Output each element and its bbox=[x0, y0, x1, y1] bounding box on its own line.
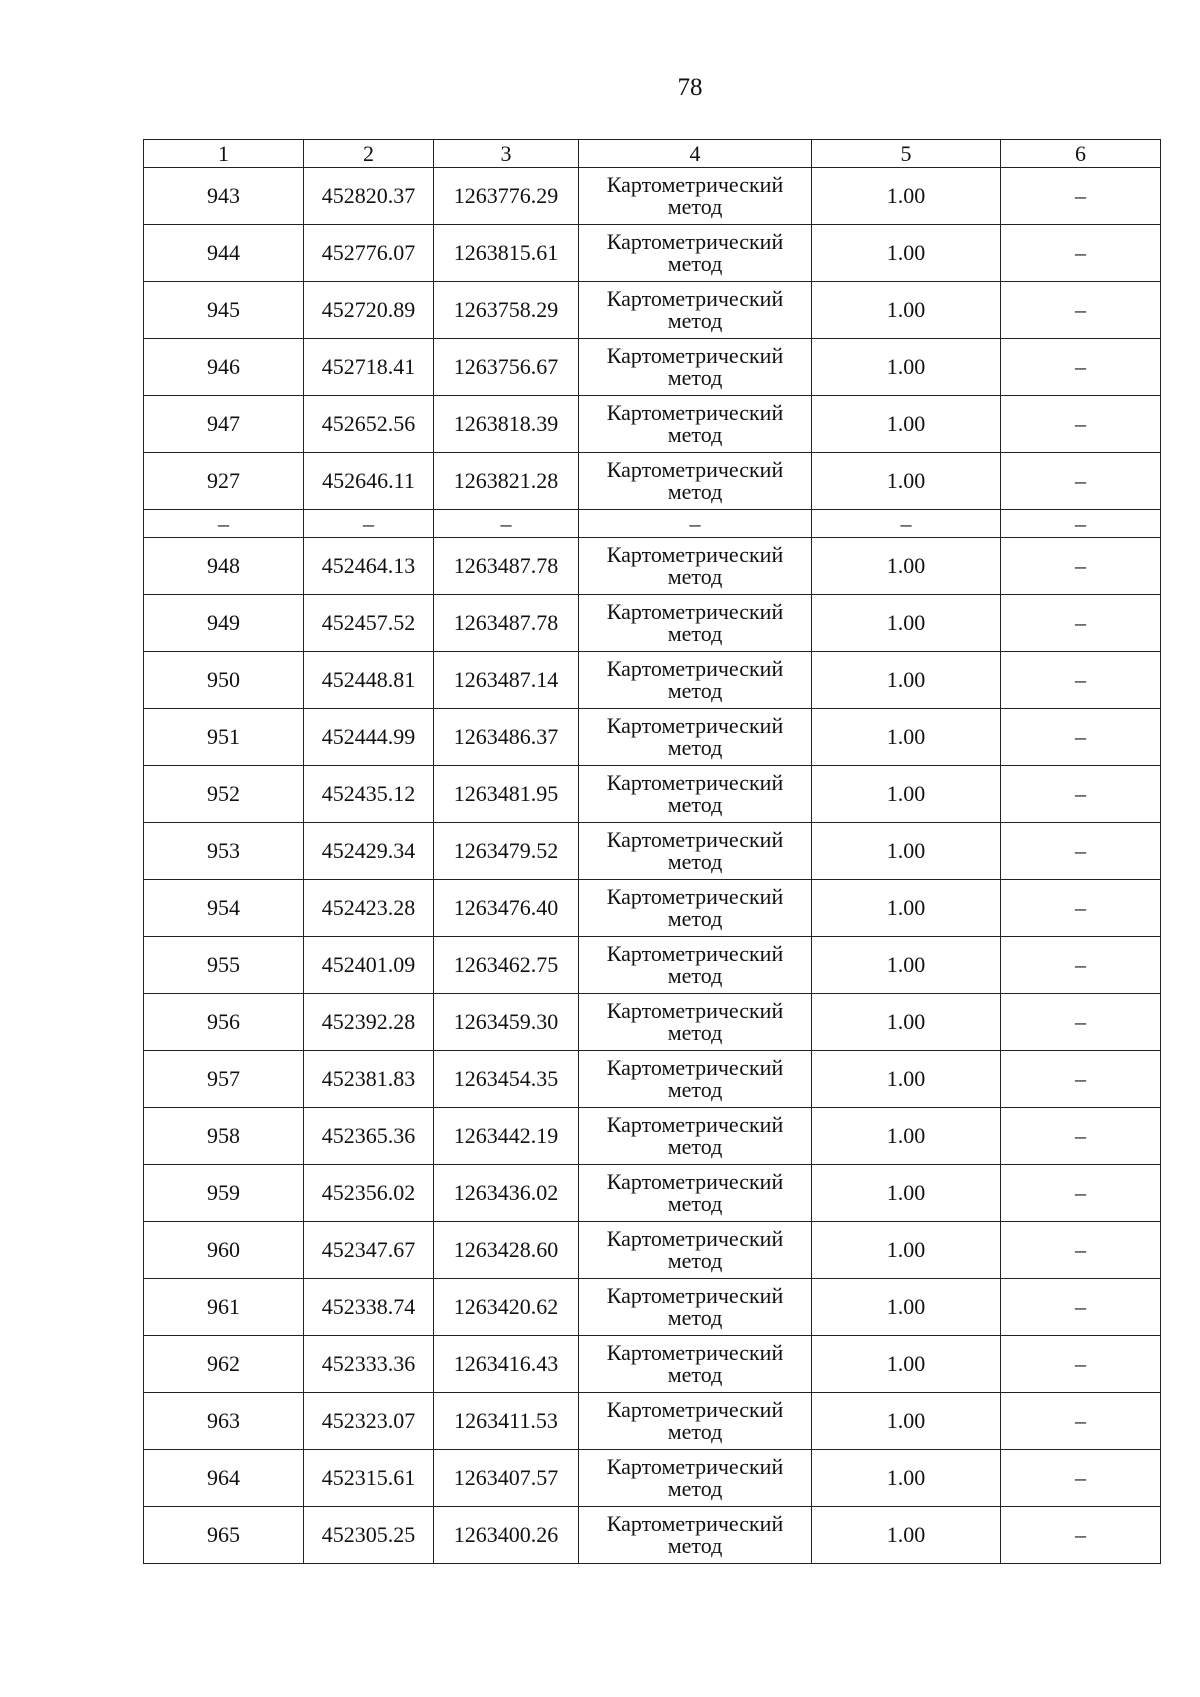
table-row bbox=[144, 823, 1161, 880]
table-row bbox=[144, 1222, 1161, 1279]
method-cell: Картометрический метод bbox=[579, 1507, 812, 1564]
point-number-cell: 963 bbox=[144, 1393, 304, 1450]
page-number: 78 bbox=[677, 74, 703, 101]
accuracy-cell: – bbox=[812, 510, 1001, 538]
note-cell: – bbox=[1001, 1450, 1161, 1507]
x-coordinate-cell: 452457.52 bbox=[304, 595, 434, 652]
method-cell: Картометрический метод bbox=[579, 709, 812, 766]
table-row bbox=[144, 709, 1161, 766]
x-coordinate-cell: 452365.36 bbox=[304, 1108, 434, 1165]
x-coordinate-cell: 452444.99 bbox=[304, 709, 434, 766]
accuracy-cell: 1.00 bbox=[812, 1336, 1001, 1393]
x-coordinate-cell: 452356.02 bbox=[304, 1165, 434, 1222]
method-cell: Картометрический метод bbox=[579, 652, 812, 709]
note-cell: – bbox=[1001, 766, 1161, 823]
table-row bbox=[144, 937, 1161, 994]
x-coordinate-cell: 452435.12 bbox=[304, 766, 434, 823]
table-row bbox=[144, 1507, 1161, 1564]
note-cell: – bbox=[1001, 282, 1161, 339]
y-coordinate-cell: 1263481.95 bbox=[434, 766, 579, 823]
note-cell: – bbox=[1001, 1222, 1161, 1279]
x-coordinate-cell: 452401.09 bbox=[304, 937, 434, 994]
table-row bbox=[144, 1165, 1161, 1222]
point-number-cell: 957 bbox=[144, 1051, 304, 1108]
accuracy-cell: 1.00 bbox=[812, 1279, 1001, 1336]
accuracy-cell: 1.00 bbox=[812, 1393, 1001, 1450]
point-number-cell: 960 bbox=[144, 1222, 304, 1279]
x-coordinate-cell: 452381.83 bbox=[304, 1051, 434, 1108]
table-row bbox=[144, 994, 1161, 1051]
table-body bbox=[144, 140, 1161, 1564]
table-row bbox=[144, 1108, 1161, 1165]
y-coordinate-cell: 1263487.78 bbox=[434, 595, 579, 652]
point-number-cell: 962 bbox=[144, 1336, 304, 1393]
x-coordinate-cell: 452448.81 bbox=[304, 652, 434, 709]
table-row bbox=[144, 880, 1161, 937]
y-coordinate-cell: 1263459.30 bbox=[434, 994, 579, 1051]
y-coordinate-cell: 1263776.29 bbox=[434, 168, 579, 225]
x-coordinate-cell: 452720.89 bbox=[304, 282, 434, 339]
point-number-cell: 949 bbox=[144, 595, 304, 652]
table-row bbox=[144, 282, 1161, 339]
table-row bbox=[144, 538, 1161, 595]
note-cell: – bbox=[1001, 1336, 1161, 1393]
point-number-cell: 959 bbox=[144, 1165, 304, 1222]
note-cell: – bbox=[1001, 994, 1161, 1051]
method-cell: Картометрический метод bbox=[579, 396, 812, 453]
y-coordinate-cell: 1263420.62 bbox=[434, 1279, 579, 1336]
point-number-cell: 945 bbox=[144, 282, 304, 339]
y-coordinate-cell: 1263821.28 bbox=[434, 453, 579, 510]
note-cell: – bbox=[1001, 1393, 1161, 1450]
accuracy-cell: 1.00 bbox=[812, 168, 1001, 225]
x-coordinate-cell: 452820.37 bbox=[304, 168, 434, 225]
header-cell-6: 6 bbox=[1001, 140, 1161, 168]
point-number-cell: 954 bbox=[144, 880, 304, 937]
y-coordinate-cell: 1263400.26 bbox=[434, 1507, 579, 1564]
accuracy-cell: 1.00 bbox=[812, 766, 1001, 823]
x-coordinate-cell: 452333.36 bbox=[304, 1336, 434, 1393]
note-cell: – bbox=[1001, 652, 1161, 709]
accuracy-cell: 1.00 bbox=[812, 652, 1001, 709]
method-cell: Картометрический метод bbox=[579, 880, 812, 937]
coordinates-table bbox=[143, 139, 1161, 1564]
point-number-cell: 953 bbox=[144, 823, 304, 880]
table-row bbox=[144, 1336, 1161, 1393]
header-cell-1: 1 bbox=[144, 140, 304, 168]
note-cell: – bbox=[1001, 1108, 1161, 1165]
x-coordinate-cell: – bbox=[304, 510, 434, 538]
note-cell: – bbox=[1001, 709, 1161, 766]
y-coordinate-cell: 1263756.67 bbox=[434, 339, 579, 396]
method-cell: Картометрический метод bbox=[579, 225, 812, 282]
note-cell: – bbox=[1001, 225, 1161, 282]
note-cell: – bbox=[1001, 1165, 1161, 1222]
accuracy-cell: 1.00 bbox=[812, 1165, 1001, 1222]
note-cell: – bbox=[1001, 595, 1161, 652]
note-cell: – bbox=[1001, 510, 1161, 538]
x-coordinate-cell: 452646.11 bbox=[304, 453, 434, 510]
method-cell: Картометрический метод bbox=[579, 1222, 812, 1279]
note-cell: – bbox=[1001, 823, 1161, 880]
accuracy-cell: 1.00 bbox=[812, 538, 1001, 595]
header-cell-2: 2 bbox=[304, 140, 434, 168]
accuracy-cell: 1.00 bbox=[812, 595, 1001, 652]
y-coordinate-cell: 1263436.02 bbox=[434, 1165, 579, 1222]
accuracy-cell: 1.00 bbox=[812, 225, 1001, 282]
y-coordinate-cell: 1263442.19 bbox=[434, 1108, 579, 1165]
header-cell-3: 3 bbox=[434, 140, 579, 168]
table-row bbox=[144, 1450, 1161, 1507]
y-coordinate-cell: 1263818.39 bbox=[434, 396, 579, 453]
method-cell: Картометрический метод bbox=[579, 1279, 812, 1336]
method-cell: Картометрический метод bbox=[579, 168, 812, 225]
method-cell: Картометрический метод bbox=[579, 766, 812, 823]
accuracy-cell: 1.00 bbox=[812, 1450, 1001, 1507]
y-coordinate-cell: 1263479.52 bbox=[434, 823, 579, 880]
method-cell: – bbox=[579, 510, 812, 538]
point-number-cell: 964 bbox=[144, 1450, 304, 1507]
note-cell: – bbox=[1001, 880, 1161, 937]
table-header-row bbox=[144, 140, 1161, 168]
header-cell-5: 5 bbox=[812, 140, 1001, 168]
accuracy-cell: 1.00 bbox=[812, 282, 1001, 339]
x-coordinate-cell: 452338.74 bbox=[304, 1279, 434, 1336]
method-cell: Картометрический метод bbox=[579, 1108, 812, 1165]
table-row bbox=[144, 168, 1161, 225]
note-cell: – bbox=[1001, 396, 1161, 453]
y-coordinate-cell: 1263416.43 bbox=[434, 1336, 579, 1393]
table-row bbox=[144, 339, 1161, 396]
note-cell: – bbox=[1001, 168, 1161, 225]
x-coordinate-cell: 452464.13 bbox=[304, 538, 434, 595]
method-cell: Картометрический метод bbox=[579, 1336, 812, 1393]
point-number-cell: 943 bbox=[144, 168, 304, 225]
table-row bbox=[144, 1051, 1161, 1108]
note-cell: – bbox=[1001, 1279, 1161, 1336]
x-coordinate-cell: 452652.56 bbox=[304, 396, 434, 453]
point-number-cell: 927 bbox=[144, 453, 304, 510]
method-cell: Картометрический метод bbox=[579, 823, 812, 880]
table-row bbox=[144, 595, 1161, 652]
y-coordinate-cell: 1263476.40 bbox=[434, 880, 579, 937]
table-row bbox=[144, 1393, 1161, 1450]
x-coordinate-cell: 452315.61 bbox=[304, 1450, 434, 1507]
accuracy-cell: 1.00 bbox=[812, 339, 1001, 396]
method-cell: Картометрический метод bbox=[579, 937, 812, 994]
y-coordinate-cell: 1263486.37 bbox=[434, 709, 579, 766]
point-number-cell: 948 bbox=[144, 538, 304, 595]
point-number-cell: 951 bbox=[144, 709, 304, 766]
x-coordinate-cell: 452429.34 bbox=[304, 823, 434, 880]
y-coordinate-cell: 1263815.61 bbox=[434, 225, 579, 282]
y-coordinate-cell: – bbox=[434, 510, 579, 538]
note-cell: – bbox=[1001, 1507, 1161, 1564]
table-row bbox=[144, 225, 1161, 282]
y-coordinate-cell: 1263454.35 bbox=[434, 1051, 579, 1108]
y-coordinate-cell: 1263758.29 bbox=[434, 282, 579, 339]
method-cell: Картометрический метод bbox=[579, 538, 812, 595]
point-number-cell: 958 bbox=[144, 1108, 304, 1165]
point-number-cell: 944 bbox=[144, 225, 304, 282]
x-coordinate-cell: 452776.07 bbox=[304, 225, 434, 282]
method-cell: Картометрический метод bbox=[579, 1165, 812, 1222]
point-number-cell: 947 bbox=[144, 396, 304, 453]
x-coordinate-cell: 452392.28 bbox=[304, 994, 434, 1051]
x-coordinate-cell: 452718.41 bbox=[304, 339, 434, 396]
method-cell: Картометрический метод bbox=[579, 1051, 812, 1108]
point-number-cell: 956 bbox=[144, 994, 304, 1051]
note-cell: – bbox=[1001, 339, 1161, 396]
accuracy-cell: 1.00 bbox=[812, 994, 1001, 1051]
note-cell: – bbox=[1001, 937, 1161, 994]
point-number-cell: – bbox=[144, 510, 304, 538]
x-coordinate-cell: 452347.67 bbox=[304, 1222, 434, 1279]
point-number-cell: 950 bbox=[144, 652, 304, 709]
y-coordinate-cell: 1263487.14 bbox=[434, 652, 579, 709]
point-number-cell: 965 bbox=[144, 1507, 304, 1564]
y-coordinate-cell: 1263407.57 bbox=[434, 1450, 579, 1507]
point-number-cell: 946 bbox=[144, 339, 304, 396]
separator-row bbox=[144, 510, 1161, 538]
point-number-cell: 952 bbox=[144, 766, 304, 823]
point-number-cell: 961 bbox=[144, 1279, 304, 1336]
accuracy-cell: 1.00 bbox=[812, 880, 1001, 937]
accuracy-cell: 1.00 bbox=[812, 396, 1001, 453]
method-cell: Картометрический метод bbox=[579, 282, 812, 339]
method-cell: Картометрический метод bbox=[579, 1393, 812, 1450]
method-cell: Картометрический метод bbox=[579, 994, 812, 1051]
table-row bbox=[144, 652, 1161, 709]
accuracy-cell: 1.00 bbox=[812, 453, 1001, 510]
accuracy-cell: 1.00 bbox=[812, 937, 1001, 994]
note-cell: – bbox=[1001, 1051, 1161, 1108]
y-coordinate-cell: 1263462.75 bbox=[434, 937, 579, 994]
table-row bbox=[144, 396, 1161, 453]
method-cell: Картометрический метод bbox=[579, 595, 812, 652]
accuracy-cell: 1.00 bbox=[812, 1222, 1001, 1279]
method-cell: Картометрический метод bbox=[579, 339, 812, 396]
accuracy-cell: 1.00 bbox=[812, 709, 1001, 766]
table-row bbox=[144, 766, 1161, 823]
y-coordinate-cell: 1263411.53 bbox=[434, 1393, 579, 1450]
accuracy-cell: 1.00 bbox=[812, 1507, 1001, 1564]
x-coordinate-cell: 452323.07 bbox=[304, 1393, 434, 1450]
table-row bbox=[144, 453, 1161, 510]
point-number-cell: 955 bbox=[144, 937, 304, 994]
table-row bbox=[144, 1279, 1161, 1336]
accuracy-cell: 1.00 bbox=[812, 1051, 1001, 1108]
method-cell: Картометрический метод bbox=[579, 453, 812, 510]
accuracy-cell: 1.00 bbox=[812, 1108, 1001, 1165]
x-coordinate-cell: 452305.25 bbox=[304, 1507, 434, 1564]
y-coordinate-cell: 1263487.78 bbox=[434, 538, 579, 595]
note-cell: – bbox=[1001, 453, 1161, 510]
y-coordinate-cell: 1263428.60 bbox=[434, 1222, 579, 1279]
note-cell: – bbox=[1001, 538, 1161, 595]
accuracy-cell: 1.00 bbox=[812, 823, 1001, 880]
header-cell-4: 4 bbox=[579, 140, 812, 168]
method-cell: Картометрический метод bbox=[579, 1450, 812, 1507]
x-coordinate-cell: 452423.28 bbox=[304, 880, 434, 937]
